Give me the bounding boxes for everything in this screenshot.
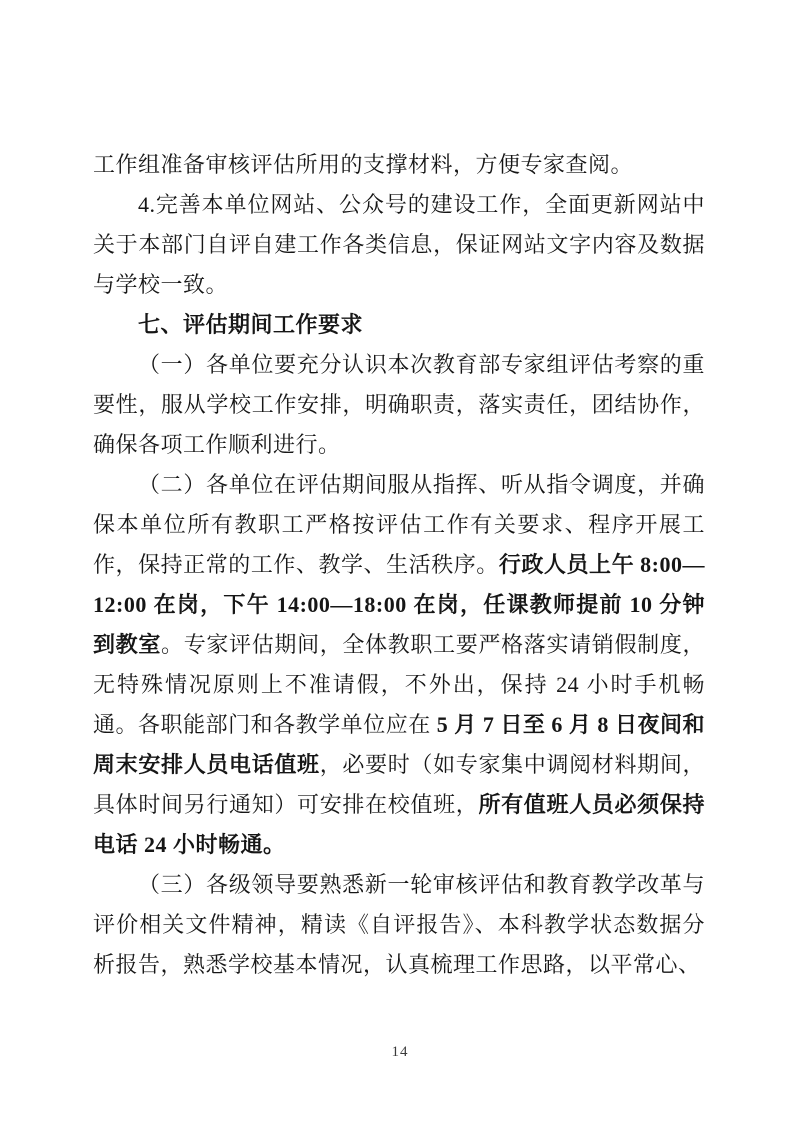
text-run: （三）各级领导要熟悉新一轮审核评估和教育教学改革与评价相关文件精神，精读《自评报告》、本科教学状态数据分析报告，熟悉学校基本情况，认真梳理工作思路，以平常心、 bbox=[93, 872, 705, 977]
text-run: 。专家评估期间，全体教职工要严格落实请销假制度，无特殊情况原则上不准请假，不外出，保持 24 小时手机畅通。各职能部门和各教学单位应在 bbox=[93, 632, 705, 737]
text-run: 工作组准备审核评估所用的支撑材料，方便专家查阅。 bbox=[93, 152, 634, 177]
page-number: 14 bbox=[391, 1044, 409, 1060]
para-continued-from-previous-page bbox=[93, 145, 705, 185]
para-requirement-2 bbox=[93, 465, 705, 865]
text-run-bold: 七、评估期间工作要求 bbox=[138, 312, 364, 337]
text-run: ，必要时（如专家集中调阅材料期间，具体时间另行通知）可安排在校值班， bbox=[93, 752, 705, 817]
document-body bbox=[93, 145, 705, 985]
heading-section-seven bbox=[93, 305, 705, 345]
text-run: （一）各单位要充分认识本次教育部专家组评估考察的重要性，服从学校工作安排，明确职责，落实责任，团结协作，确保各项工作顺利进行。 bbox=[93, 352, 705, 457]
text-run-bold: 5 月 7 日至 6 月 8 日夜间和周末安排人员电话值班 bbox=[93, 712, 705, 777]
para-requirement-1 bbox=[93, 345, 705, 465]
text-run-bold: 所有值班人员必须保持电话 24 小时畅通。 bbox=[93, 792, 705, 857]
text-run-bold: 行政人员上午 8:00—12:00 在岗，下午 14:00—18:00 在岗，任课教师提前 10 分钟到教室 bbox=[93, 552, 705, 657]
para-item-4 bbox=[93, 185, 705, 305]
para-requirement-3 bbox=[93, 865, 705, 985]
text-run: （二）各单位在评估期间服从指挥、听从指令调度，并确保本单位所有教职工严格按评估工作有关要求、程序开展工作，保持正常的工作、教学、生活秩序。 bbox=[93, 472, 705, 577]
text-run: 4.完善本单位网站、公众号的建设工作，全面更新网站中关于本部门自评自建工作各类信息，保证网站文字内容及数据与学校一致。 bbox=[93, 192, 705, 297]
